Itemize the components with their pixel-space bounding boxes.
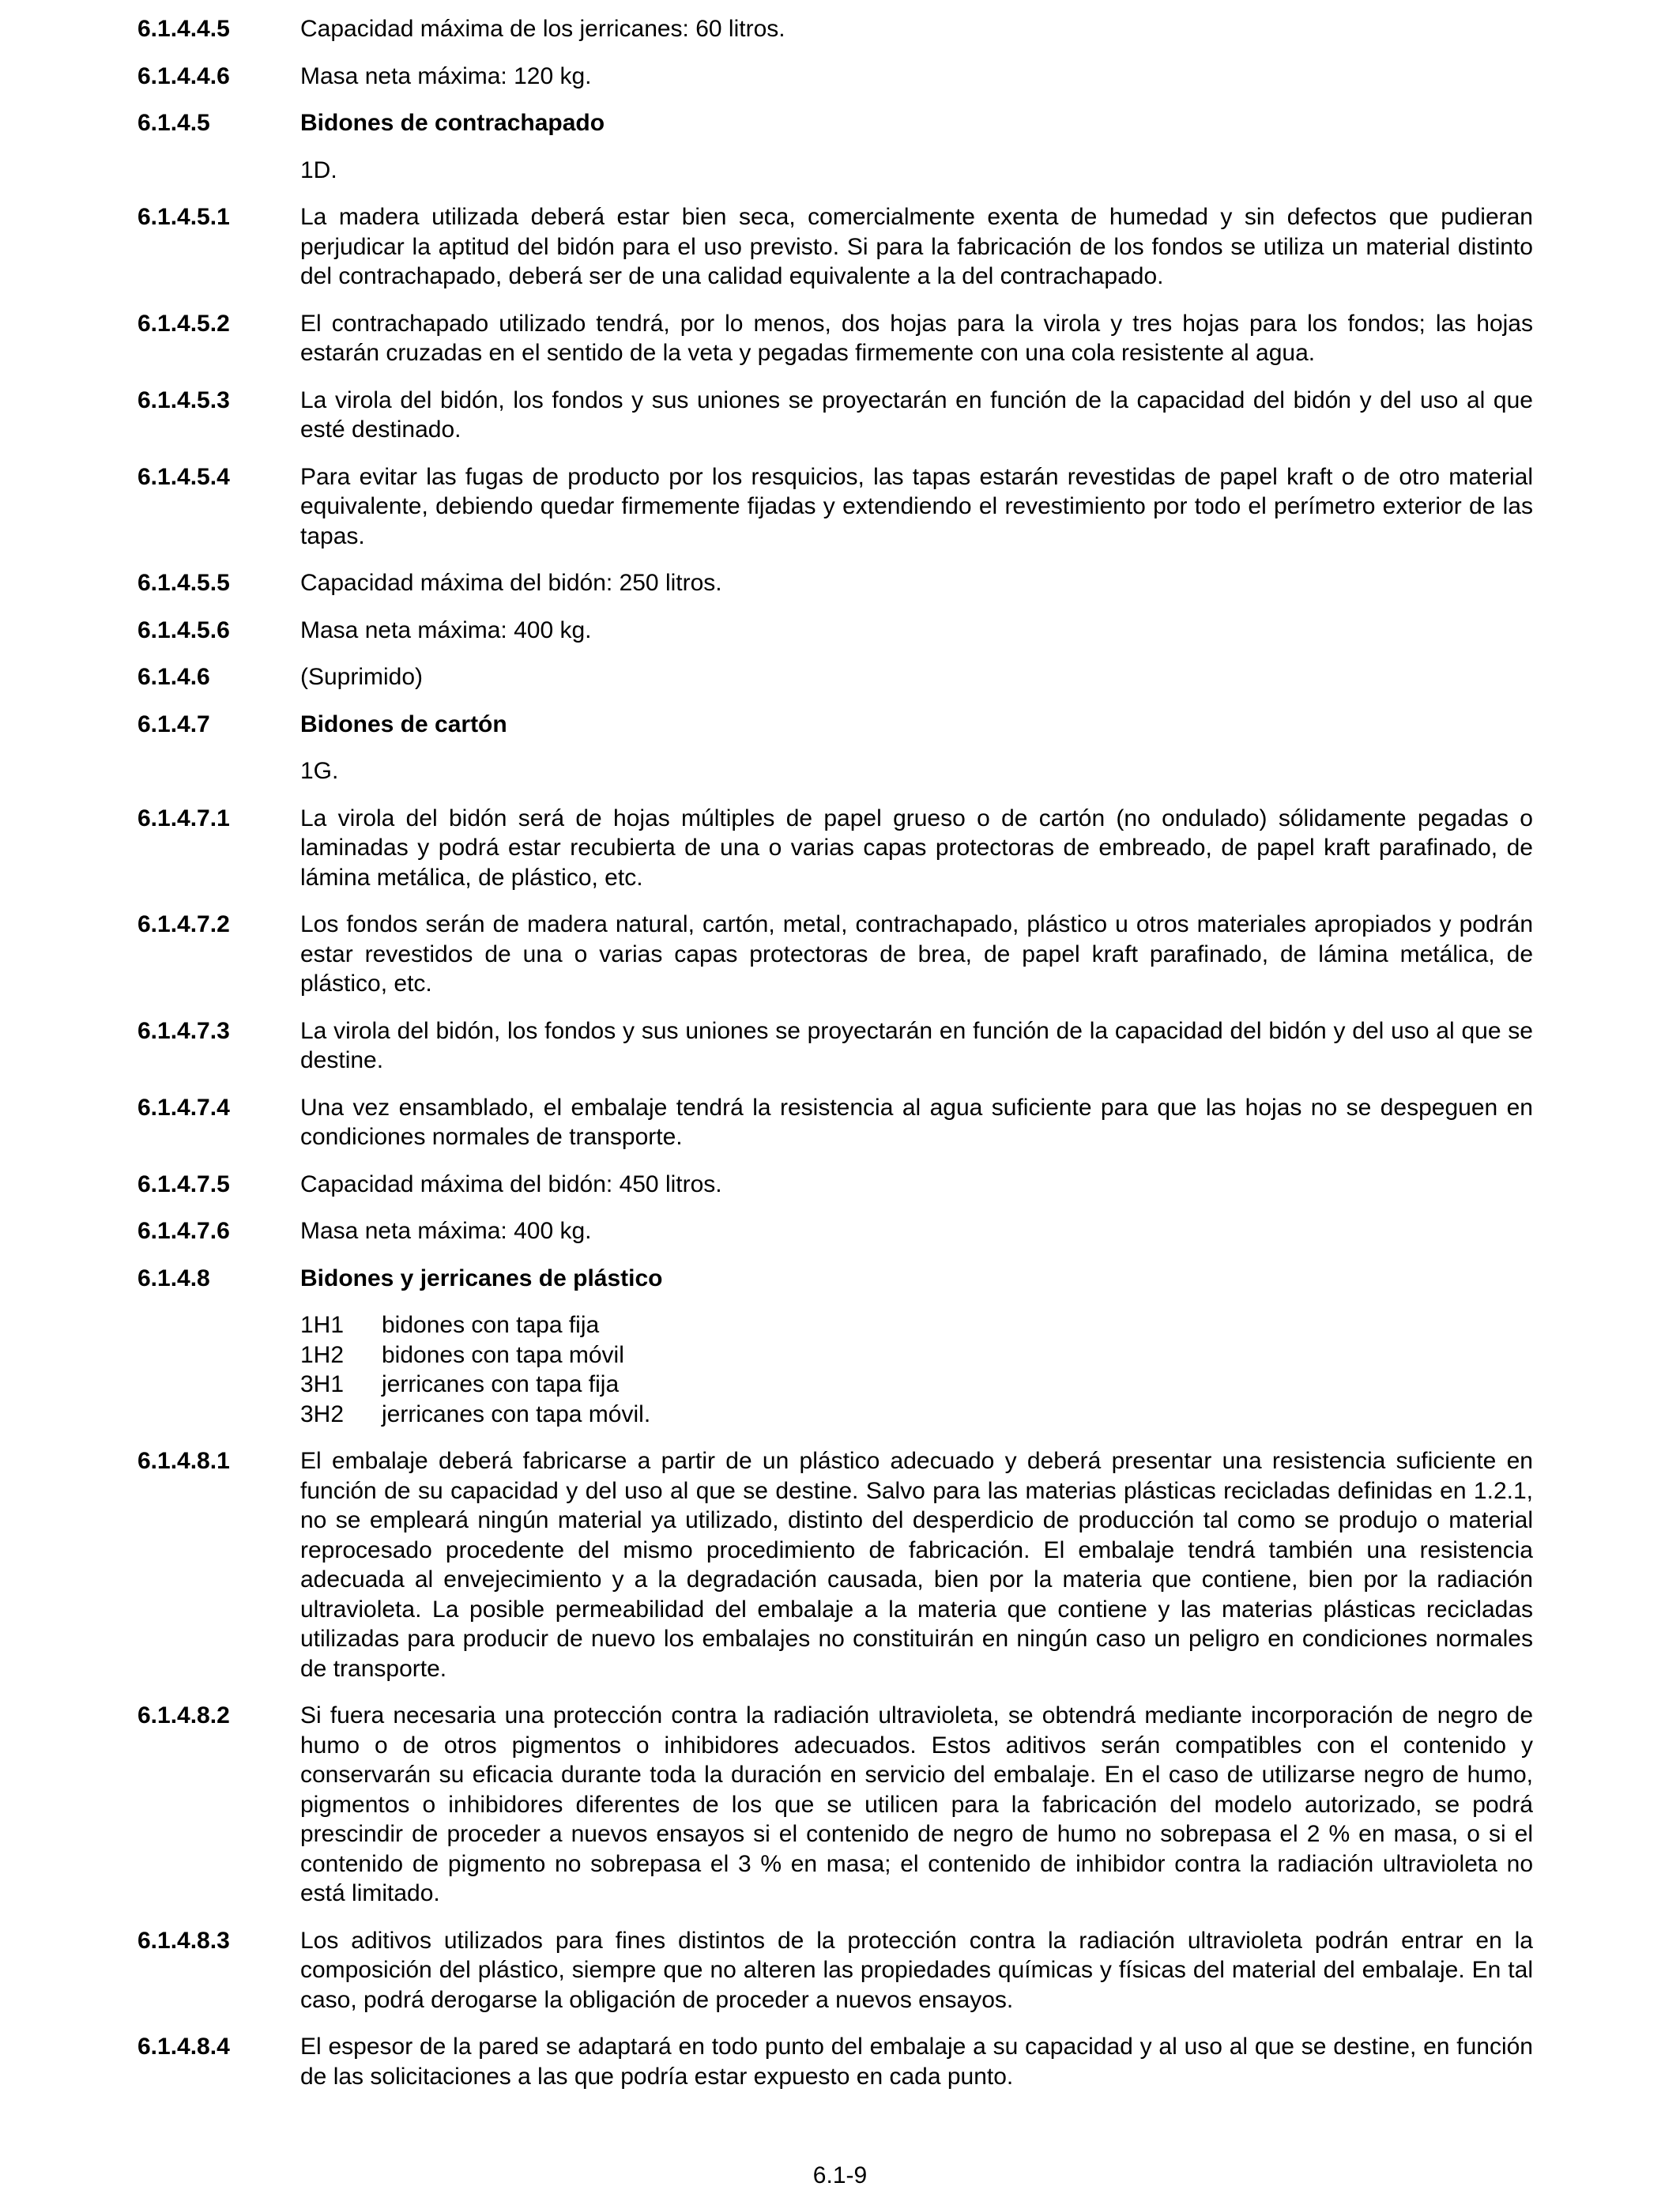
- section-number: 6.1.4.8: [137, 1265, 210, 1291]
- section-text: El embalaje deberá fabricarse a partir de un plástico adecuado y deberá presentar una resistencia suficiente en función de su capacidad y del uso al que se destine. Salvo para las materias plásticas recicladas definidas en 1.2.1, no se empleará ningún material ya utilizado, distinto del desperdicio de producción tal como se produjo o material reprocesado procedente del mismo procedimiento de fabricación. El embalaje tendrá también una resistencia adecuada al envejecimiento y a la degradación causada, bien por la materia que contiene, bien por la radiación ultravioleta. La posible permeabilidad del embalaje a la materia que contiene y las materias plásticas recicladas utilizadas para producir de nuevo los embalajes no constituirán en ningún caso un peligro en condiciones normales de transporte.: [300, 1448, 1533, 1682]
- section-text: La virola del bidón, los fondos y sus uniones se proyectarán en función de la capacidad del bidón y del uso al que esté destinado.: [300, 386, 1533, 443]
- section-number: 6.1.4.5: [137, 110, 210, 136]
- section-text: Los fondos serán de madera natural, cartón, metal, contrachapado, plástico u otros materiales apropiados y podrán estar revestidos de una o varias capas protectoras de brea, de papel kraft parafinado, de lámina metálica, de plástico, etc.: [300, 911, 1533, 997]
- section-row: [137, 616, 1533, 646]
- section-row: [137, 662, 1533, 692]
- packaging-description: jerricanes con tapa móvil.: [382, 1400, 651, 1427]
- code-list-item: [300, 1400, 1533, 1430]
- section-text: (Suprimido): [300, 664, 424, 690]
- section-text: Capacidad máxima del bidón: 450 litros.: [300, 1171, 722, 1197]
- section-number: 6.1.4.6: [137, 664, 210, 690]
- section-row: [137, 108, 1533, 138]
- section-row: [137, 62, 1533, 92]
- section-row: [137, 462, 1533, 552]
- section-row: [137, 14, 1533, 44]
- packaging-code: 1H2: [300, 1341, 345, 1368]
- section-text: La virola del bidón, los fondos y sus uniones se proyectarán en función de la capacidad del bidón y del uso al que se destine.: [300, 1017, 1533, 1073]
- section-number: 6.1.4.4.5: [137, 16, 230, 42]
- section-number: 6.1.4.8.1: [137, 1448, 230, 1474]
- packaging-code: 3H1: [300, 1371, 345, 1397]
- section-heading: Bidones y jerricanes de plástico: [300, 1265, 663, 1291]
- section-number: 6.1.4.8.4: [137, 2034, 230, 2060]
- section-row: [137, 710, 1533, 740]
- section-row: [137, 1016, 1533, 1076]
- section-heading: Bidones de contrachapado: [300, 110, 605, 136]
- section-row: [137, 1216, 1533, 1246]
- section-number: 6.1.4.5.5: [137, 570, 230, 596]
- section-number: 6.1.4.7.2: [137, 911, 230, 937]
- section-text: Masa neta máxima: 400 kg.: [300, 1218, 592, 1244]
- section-number: 6.1.4.5.6: [137, 616, 230, 643]
- section-number: 6.1.4.5.1: [137, 204, 230, 230]
- section-row: [137, 1701, 1533, 1909]
- section-number: 6.1.4.7.1: [137, 805, 230, 831]
- section-row: [137, 804, 1533, 893]
- packaging-code: 1H1: [300, 1312, 345, 1338]
- packaging-description: jerricanes con tapa fija: [382, 1371, 620, 1397]
- section-row: [137, 568, 1533, 598]
- packaging-code: 3H2: [300, 1400, 345, 1427]
- section-text: Una vez ensamblado, el embalaje tendrá la resistencia al agua suficiente para que las hojas no se despeguen en condiciones normales de transporte.: [300, 1094, 1533, 1150]
- packaging-description: bidones con tapa móvil: [382, 1341, 624, 1368]
- packaging-description: bidones con tapa fija: [382, 1312, 600, 1338]
- section-number: 6.1.4.5.4: [137, 463, 230, 490]
- section-text: Masa neta máxima: 120 kg.: [300, 62, 592, 89]
- section-row: [137, 309, 1533, 368]
- code-list-item: [300, 1310, 1533, 1340]
- section-number: 6.1.4.7.6: [137, 1218, 230, 1244]
- section-number: 6.1.4.8.3: [137, 1927, 230, 1954]
- section-row: [137, 2032, 1533, 2091]
- code-list-item: [300, 1370, 1533, 1400]
- section-text: El espesor de la pared se adaptará en todo punto del embalaje a su capacidad y al uso al que se destine, en función de las solicitaciones a las que podría estar expuesto en cada punto.: [300, 2034, 1533, 2090]
- section-row: [137, 1446, 1533, 1683]
- section-text: El contrachapado utilizado tendrá, por lo menos, dos hojas para la virola y tres hojas para los fondos; las hojas estarán cruzadas en el sentido de la veta y pegadas firmemente con una cola resistente al agua.: [300, 310, 1533, 366]
- section-text: Los aditivos utilizados para fines distintos de la protección contra la radiación ultravioleta podrán entrar en la composición del plástico, siempre que no alteren las propiedades químicas y físicas del material del embalaje. En tal caso, podrá derogarse la obligación de proceder a nuevos ensayos.: [300, 1927, 1533, 2013]
- section-text: Si fuera necesaria una protección contra la radiación ultravioleta, se obtendrá mediante incorporación de negro de humo o de otros pigmentos o inhibidores adecuados. Estos aditivos serán compatibles con el contenido y conservarán su eficacia durante toda la duración en servicio del embalaje. En el caso de utilizarse negro de humo, pigmentos o inhibidores diferentes de los que se utilicen para la fabricación del modelo autorizado, se podrá prescindir de proceder a nuevos ensayos si el contenido de negro de humo no sobrepasa el 2 % en masa, o si el contenido de pigmento no sobrepasa el 3 % en masa; el contenido de inhibidor contra la radiación ultravioleta no está limitado.: [300, 1702, 1533, 1906]
- section-row: [137, 202, 1533, 292]
- page-number: 6.1-9: [812, 2162, 868, 2188]
- section-row: [137, 156, 1533, 186]
- section-text: 1G.: [300, 758, 339, 784]
- section-row: [137, 1310, 1533, 1429]
- section-number: 6.1.4.5.2: [137, 310, 230, 337]
- section-number: 6.1.4.7.3: [137, 1017, 230, 1044]
- section-number: 6.1.4.7.4: [137, 1094, 230, 1121]
- section-row: [137, 1926, 1533, 2015]
- section-heading: Bidones de cartón: [300, 711, 507, 737]
- section-number: 6.1.4.5.3: [137, 386, 230, 413]
- section-row: [137, 1093, 1533, 1152]
- section-row: [137, 1264, 1533, 1294]
- section-text: La virola del bidón será de hojas múltiples de papel grueso o de cartón (no ondulado) sólidamente pegadas o laminadas y podrá estar recubierta de una o varias capas protectoras de embreado, de papel kraft parafinado, de lámina metálica, de plástico, etc.: [300, 805, 1533, 891]
- section-row: [137, 910, 1533, 999]
- code-list-item: [300, 1340, 1533, 1370]
- section-row: [137, 1170, 1533, 1200]
- section-row: [137, 756, 1533, 786]
- section-number: 6.1.4.8.2: [137, 1702, 230, 1728]
- code-list: [300, 1310, 1533, 1429]
- section-text: Capacidad máxima del bidón: 250 litros.: [300, 570, 722, 596]
- section-row: [137, 386, 1533, 445]
- section-text: La madera utilizada deberá estar bien seca, comercialmente exenta de humedad y sin defectos que pudieran perjudicar la aptitud del bidón para el uso previsto. Si para la fabricación de los fondos se utiliza un material distinto del contrachapado, deberá ser de una calidad equivalente a la del contrachapado.: [300, 204, 1533, 289]
- section-text: Masa neta máxima: 400 kg.: [300, 616, 592, 643]
- document-body: [137, 14, 1533, 2109]
- section-text: 1D.: [300, 156, 337, 183]
- section-text: Capacidad máxima de los jerricanes: 60 litros.: [300, 16, 785, 42]
- section-number: 6.1.4.4.6: [137, 62, 230, 89]
- section-text: Para evitar las fugas de producto por los resquicios, las tapas estarán revestidas de papel kraft o de otro material equivalente, debiendo quedar firmemente fijadas y extendiendo el revestimiento por todo el perímetro exterior de las tapas.: [300, 463, 1533, 549]
- section-number: 6.1.4.7.5: [137, 1171, 230, 1197]
- section-number: 6.1.4.7: [137, 711, 210, 737]
